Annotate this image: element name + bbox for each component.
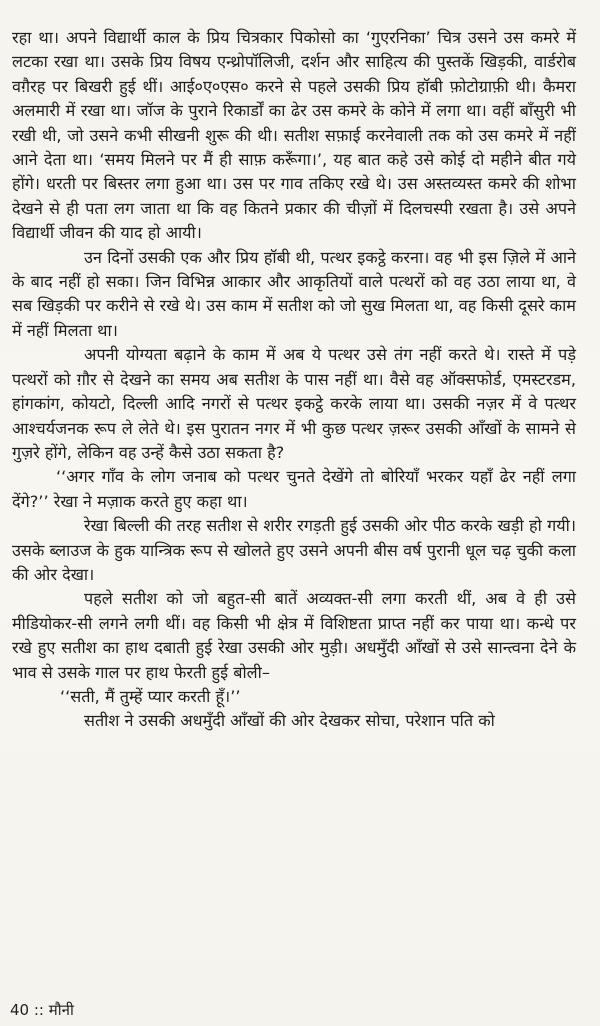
paragraph-1: रहा था। अपने विद्यार्थी काल के प्रिय चित्रकार पिकोसो का ‘गुएरनिका’ चित्र उसने उस कमरे में लटका रखा था। उसके प्रिय विषय एन्थ्रोपॉलिजी, दर्शन और साहित्य की पुस्तकें खिड़की, वार्डरोब वग़ैरह पर बिखरी हुई थीं। आई०ए०एस० करने से पहले उसकी प्रिय हॉबी फ़ोटोग्राफ़ी थी। कैमरा अलमारी में रखा था। जॉज के पुराने रिकार्डों का ढेर उस कमरे के कोने में लगा था। वहीं बाँसुरी भी रखी थी, जो उसने कभी सीखनी शुरू की थी। सतीश सफ़ाई करनेवाली तक को उस कमरे में नहीं आने देता था। ‘समय मिलने पर मैं ही साफ़ करूँगा।’, यह बात कहे उसे कोई दो महीने बीत गये होंगे। धरती पर बिस्तर लगा हुआ था। उस पर गाव तकिए रखे थे। उस अस्तव्यस्त कमरे की शोभा देखने से ही पता लग जाता था कि वह कितने प्रकार की चीज़ों में दिलचस्पी रखता है। उसे अपने विद्यार्थी जीवन की याद हो आयी। — [12, 28, 576, 243]
page-number: 40 — [10, 1001, 30, 1019]
book-title: मौनी — [48, 1001, 74, 1019]
paragraph-5: रेखा बिल्ली की तरह सतीश से शरीर रगड़ती हुई उसकी ओर पीठ करके खड़ी हो गयी। उसके ब्लाउज के हुक यान्त्रिक रूप से खोलते हुए उसने अपनी बीस वर्ष पुरानी धूल चढ़ चुकी कला की ओर देखा। — [12, 516, 576, 584]
page-footer — [10, 1000, 74, 1020]
footer-separator: :: — [33, 1001, 44, 1019]
paragraph-4: ‘‘अगर गाँव के लोग जनाब को पत्थर चुनते देखेंगे तो बोरियाँ भरकर यहाँ ढेर नहीं लगा देंगे?’’ रेखा ने मज़ाक करते हुए कहा था। — [12, 467, 576, 511]
paragraph-3: अपनी योग्यता बढ़ाने के काम में अब ये पत्थर उसे तंग नहीं करते थे। रास्ते में पड़े पत्थरों को ग़ौर से देखने का समय अब सतीश के पास नहीं था। वैसे वह ऑक्सफोर्ड, एमस्टरडम, हांगकांग, कोयटो, दिल्ली आदि नगरों से पत्थर इकट्ठे करके लाया था। उसकी नज़र में वे पत्थर आश्चर्यजनक रूप ले लेते थे। इस पुरातन नगर में भी कुछ पत्थर ज़रूर उसकी आँखों के सामने से गुज़रे होंगे, लेकिन वह उन्हें कैसे उठा सकता है? — [12, 345, 576, 462]
page-text — [12, 26, 576, 734]
paragraph-2: उन दिनों उसकी एक और प्रिय हॉबी थी, पत्थर इकट्ठे करना। वह भी इस ज़िले में आने के बाद नहीं हो सका। जिन विभिन्न आकार और आकृतियों वाले पत्थरों को वह उठा लाया था, वे सब खिड़की पर करीने से रखे थे। उस काम में सतीश को जो सुख मिलता था, वह किसी दूसरे काम में नहीं मिलता था। — [12, 247, 576, 340]
paragraph-7: ‘‘सती, मैं तुम्हें प्यार करती हूँ।’’ — [60, 686, 241, 706]
paragraph-8: सतीश ने उसकी अधमुँदी आँखों की ओर देखकर सोचा, परेशान पति को — [84, 711, 495, 731]
paragraph-6: पहले सतीश को जो बहुत-सी बातें अव्यक्त-सी लगा करती थीं, अब वे ही उसे मीडियोकर-सी लगने लगी थीं। वह किसी भी क्षेत्र में विशिष्टता प्राप्त नहीं कर पाया था। कन्धे पर रखे हुए सतीश का हाथ दबाती हुई रेखा उसकी ओर मुड़ी। अधमुँदी आँखों से उसे सान्त्वना देने के भाव से उसके गाल पर हाथ फेरती हुई बोली– — [12, 589, 576, 682]
